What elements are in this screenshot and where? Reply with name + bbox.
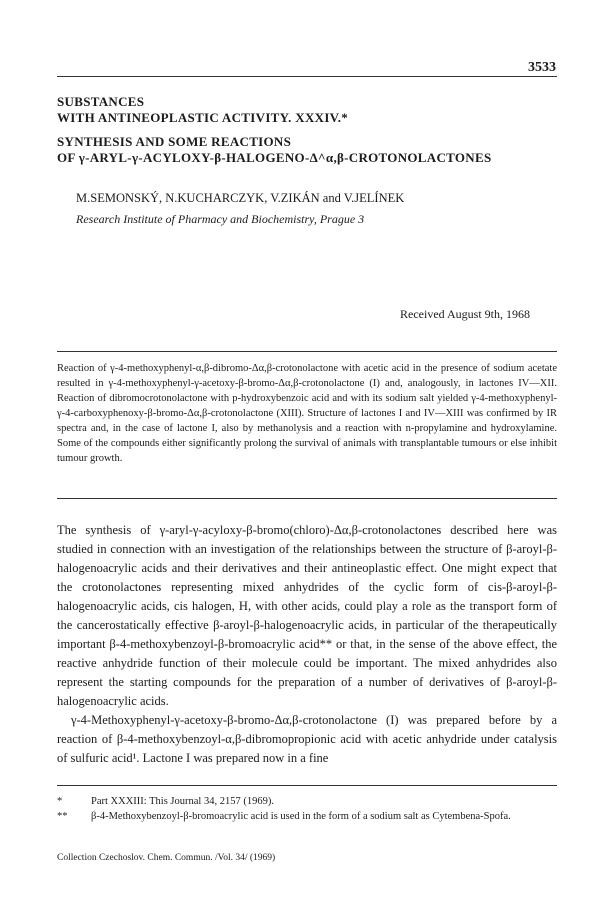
footnote-2 <box>57 809 557 824</box>
abstract: Reaction of γ-4-methoxyphenyl-α,β-dibromo-Δα,β-crotonolactone with acetic acid in the presence of sodium acetate resulted in γ-4-methoxyphenyl-γ-acetoxy-β-bromo-Δα,β-crotonolactone (I) and, analogously, in lactones IV—XII. Reaction of dibromocrotonolactone with p-hydroxybenzoic acid and with its sodium salt yielded γ-4-methoxyphenyl-γ-4-carboxyphenoxy-β-bromo-Δα,β-crotonolactone (XIII). Structure of lactones I and IV—XIII was confirmed by IR spectra and, in the case of lactone I, also by methanolysis and a reaction with n-propylamine and hydroxylamine. Some of the compounds either significantly prolong the survival of animals with transplantable tumours or else inhibit tumour growth. <box>57 363 557 464</box>
abstract-top-rule <box>57 351 557 352</box>
footnote-mark: ** <box>57 811 68 822</box>
footnote-mark: * <box>57 796 63 807</box>
received-date: Received August 9th, 1968 <box>400 307 530 321</box>
footnote-1 <box>57 794 557 809</box>
body-text <box>57 521 557 768</box>
abstract-bottom-rule <box>57 498 557 499</box>
journal-footer: Collection Czechoslov. Chem. Commun. /Vol. 34/ (1969) <box>57 853 276 863</box>
header-rule <box>57 76 557 77</box>
institution: Research Institute of Pharmacy and Biochemistry, Prague 3 <box>76 212 365 226</box>
body-paragraph-1: The synthesis of γ-aryl-γ-acyloxy-β-bromo(chloro)-Δα,β-crotonolactones described here was studied in connection with an investigation of the relationships between the structure of β-aroyl-β-halogenoacrylic acids and their derivatives and their antineoplastic effect. One might expect that the crotonolactones representing mixed anhydrides of the cyclic form of cis-β-aroyl-β-halogenoacrylic acids, cis halogen, H, with other acids, could play a role as the transport form of the cancerostatically effective β-aroyl-β-halogenoacrylic acids, in particular of the therapeutically important β-4-methoxybenzoyl-β-bromoacrylic acid** or that, in the sense of the above effect, the reactive anhydride function of their molecule could be important. The mixed anhydrides also represent the starting compounds for the preparation of a number of derivatives of β-aroyl-β-halogenoacrylic acids. <box>57 523 557 708</box>
footnote-text: Part XXXIII: This Journal 34, 2157 (1969). <box>91 796 274 807</box>
footnotes <box>57 794 557 824</box>
footnote-rule <box>57 785 557 786</box>
page-number: 3533 <box>528 60 556 75</box>
title-line-4: OF γ-ARYL-γ-ACYLOXY-β-HALOGENO-Δ^α,β-CROTONOLACTONES <box>57 150 492 165</box>
authors: M.SEMONSKÝ, N.KUCHARCZYK, V.ZIKÁN and V.JELÍNEK <box>76 191 405 205</box>
title-line-3: SYNTHESIS AND SOME REACTIONS <box>57 134 292 149</box>
body-paragraph-2: γ-4-Methoxyphenyl-γ-acetoxy-β-bromo-Δα,β-crotonolactone (I) was prepared before by a reaction of β-4-methoxybenzoyl-α,β-dibromopropionic acid with acetic anhydride under catalysis of sulfuric acid¹. Lactone I was prepared now in a fine <box>57 713 557 765</box>
footnote-text: β-4-Methoxybenzoyl-β-bromoacrylic acid is used in the form of a sodium salt as Cytembena-Spofa. <box>91 811 511 822</box>
title-line-2: WITH ANTINEOPLASTIC ACTIVITY. XXXIV.* <box>57 110 349 125</box>
title-line-1: SUBSTANCES <box>57 94 145 109</box>
